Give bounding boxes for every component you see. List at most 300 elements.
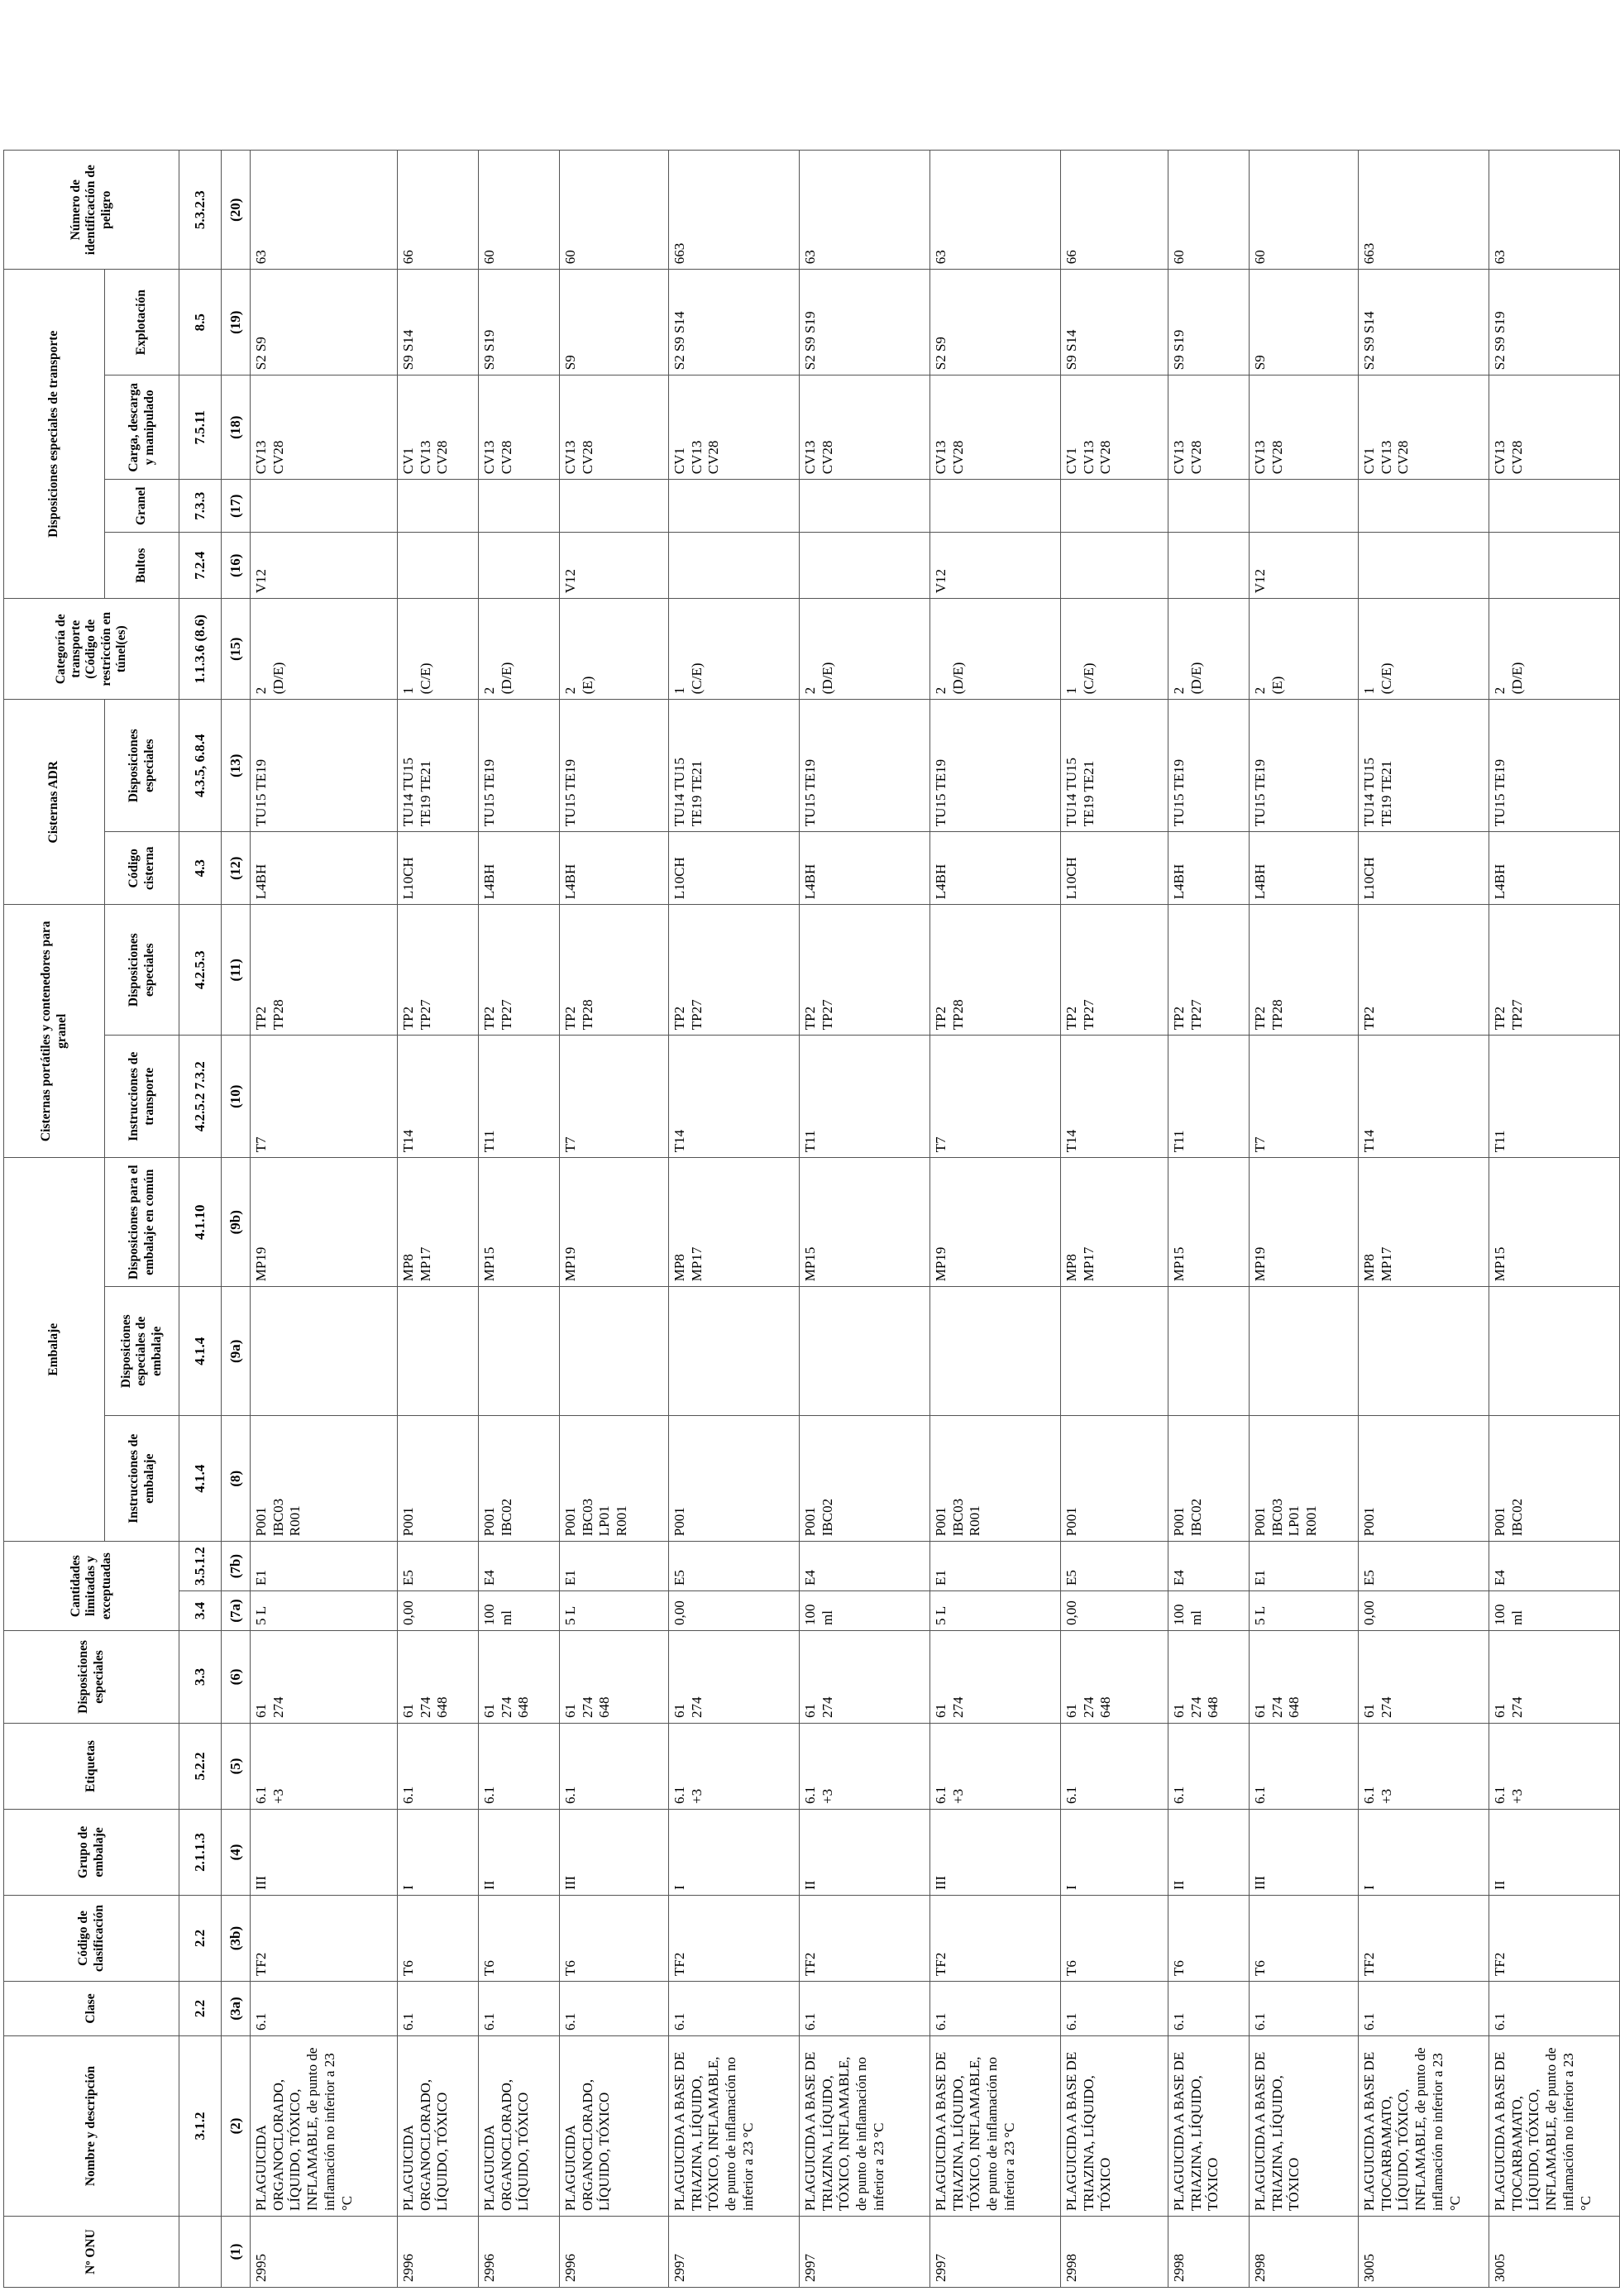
table-cell-line: P001 bbox=[400, 1507, 416, 1537]
table-cell bbox=[1168, 1542, 1250, 1591]
table-cell bbox=[1061, 533, 1168, 599]
table-cell-line: 274 bbox=[270, 1696, 286, 1718]
column-number-cell bbox=[222, 905, 251, 1036]
table-cell bbox=[560, 700, 669, 832]
header-adr-tanks: Cisternas ADR bbox=[4, 700, 105, 905]
table-cell bbox=[560, 1591, 669, 1631]
table-cell-line: S2 S9 bbox=[933, 337, 949, 371]
table-cell bbox=[560, 1810, 669, 1896]
table-cell-line: 61 bbox=[933, 1704, 949, 1718]
table-cell-line: TP2 bbox=[562, 1006, 578, 1031]
table-cell bbox=[930, 1896, 1061, 1982]
table-cell-line: 63 bbox=[802, 250, 818, 265]
table-cell-line: MP8 bbox=[1361, 1254, 1377, 1282]
table-cell-line: TP2 bbox=[481, 1006, 497, 1031]
table-cell bbox=[669, 533, 800, 599]
header-packing-group: Grupo de embalaje bbox=[4, 1810, 179, 1896]
table-cell bbox=[800, 480, 930, 533]
table-cell-line: CV28 bbox=[498, 440, 514, 475]
table-cell bbox=[1250, 700, 1359, 832]
table-cell bbox=[669, 2036, 800, 2217]
table-cell-line: CV28 bbox=[579, 440, 595, 475]
table-cell bbox=[398, 905, 479, 1036]
table-cell bbox=[251, 1287, 398, 1416]
table-cell bbox=[479, 1631, 560, 1724]
table-cell-line: PLAGUICIDA A BASE DE TRIAZINA, LÍQUIDO, TÓXICO, INFLAMABLE, de punto de inflamación no inferior a 23 °C bbox=[671, 2051, 756, 2211]
table-cell bbox=[1250, 599, 1359, 700]
table-cell bbox=[1250, 151, 1359, 270]
table-cell-line: TU15 TE19 bbox=[1171, 758, 1187, 827]
table-cell-line: S2 S9 bbox=[253, 337, 269, 371]
table-cell-line: (D/E) bbox=[270, 662, 286, 695]
table-cell bbox=[1168, 2036, 1250, 2217]
table-cell-line: CV13 bbox=[417, 440, 433, 475]
reference-cell bbox=[179, 1158, 222, 1287]
table-cell bbox=[669, 700, 800, 832]
table-cell-line: MP19 bbox=[933, 1246, 949, 1282]
table-cell bbox=[669, 599, 800, 700]
table-cell bbox=[1359, 1542, 1489, 1591]
table-cell bbox=[1061, 270, 1168, 375]
table-cell-line: 274 bbox=[1378, 1696, 1394, 1718]
table-cell bbox=[560, 1982, 669, 2036]
table-cell-line: T11 bbox=[1492, 1130, 1508, 1153]
table-row bbox=[1168, 151, 1250, 2288]
table-cell-line: CV28 bbox=[434, 440, 451, 475]
table-cell-line: 6.1 bbox=[1492, 2012, 1508, 2031]
table-cell bbox=[1359, 2217, 1489, 2288]
table-cell-line: T6 bbox=[400, 1960, 416, 1976]
table-cell-line: CV28 bbox=[1395, 440, 1412, 475]
header-class-code: Código de clasificación bbox=[4, 1896, 179, 1982]
column-number-cell-line: (4) bbox=[227, 1844, 243, 1861]
reference-cell-line: 1.1.3.6 (8.6) bbox=[191, 614, 208, 684]
table-cell bbox=[251, 599, 398, 700]
table-cell-line: CV28 bbox=[270, 440, 286, 475]
table-cell-line: E1 bbox=[253, 1570, 269, 1586]
table-cell-line: (C/E) bbox=[1080, 662, 1097, 695]
table-cell bbox=[1359, 480, 1489, 533]
table-cell-line: 274 bbox=[819, 1696, 835, 1718]
table-cell-line: TP2 bbox=[400, 1006, 416, 1031]
table-cell-line: TP28 bbox=[1269, 999, 1285, 1031]
column-number-cell-line: (11) bbox=[227, 959, 243, 982]
column-number-cell-line: (8) bbox=[227, 1470, 243, 1487]
table-cell bbox=[1489, 2036, 1620, 2217]
column-number-cell bbox=[222, 533, 251, 599]
table-cell-line: TU14 TU15 bbox=[1063, 757, 1079, 827]
table-cell bbox=[1061, 1036, 1168, 1158]
table-cell-line: 6.1 bbox=[1171, 1786, 1187, 1804]
table-cell-line: IBC02 bbox=[819, 1498, 835, 1537]
table-cell bbox=[1168, 832, 1250, 905]
table-cell bbox=[251, 1896, 398, 1982]
table-cell bbox=[800, 1158, 930, 1287]
table-cell bbox=[1359, 1631, 1489, 1724]
header-labels: Etiquetas bbox=[4, 1724, 179, 1810]
table-cell bbox=[1250, 533, 1359, 599]
table-cell bbox=[1168, 1724, 1250, 1810]
column-number-cell-line: (7b) bbox=[227, 1553, 243, 1579]
table-cell bbox=[1061, 375, 1168, 480]
reference-cell bbox=[179, 905, 222, 1036]
table-cell bbox=[560, 599, 669, 700]
reference-cell-line: 4.3.5, 6.8.4 bbox=[191, 734, 208, 797]
table-cell-line: TF2 bbox=[253, 1952, 269, 1976]
table-cell-line: 2996 bbox=[562, 2254, 578, 2282]
table-cell-line: +3 bbox=[1508, 1788, 1525, 1804]
table-cell bbox=[251, 375, 398, 480]
table-cell bbox=[1250, 1810, 1359, 1896]
table-cell bbox=[800, 1896, 930, 1982]
table-cell-line: V12 bbox=[1252, 568, 1268, 594]
table-cell bbox=[251, 151, 398, 270]
table-cell-line: E1 bbox=[1252, 1570, 1268, 1586]
table-row bbox=[398, 151, 479, 2288]
table-cell bbox=[800, 1591, 930, 1631]
table-cell bbox=[1359, 1591, 1489, 1631]
table-cell-line: (D/E) bbox=[498, 662, 514, 695]
table-row bbox=[1489, 151, 1620, 2288]
table-cell bbox=[398, 270, 479, 375]
table-body bbox=[251, 151, 1620, 2288]
table-cell-line: P001 bbox=[1171, 1507, 1187, 1537]
table-cell bbox=[930, 700, 1061, 832]
table-cell bbox=[669, 1287, 800, 1416]
table-cell-line: PLAGUICIDA A BASE DE TRIAZINA, LÍQUIDO, TÓXICO bbox=[1063, 2051, 1114, 2211]
table-cell-line: CV13 bbox=[1378, 440, 1394, 475]
table-cell-line: CV13 bbox=[562, 440, 578, 475]
table-cell bbox=[398, 1591, 479, 1631]
table-cell-line: E5 bbox=[400, 1570, 416, 1586]
table-cell bbox=[398, 700, 479, 832]
table-cell bbox=[398, 1631, 479, 1724]
table-cell bbox=[930, 1631, 1061, 1724]
table-cell bbox=[479, 700, 560, 832]
table-cell bbox=[1250, 905, 1359, 1036]
table-cell bbox=[1250, 1631, 1359, 1724]
table-cell bbox=[479, 1591, 560, 1631]
table-cell-line: CV28 bbox=[1269, 440, 1285, 475]
table-cell bbox=[251, 533, 398, 599]
table-cell bbox=[930, 1036, 1061, 1158]
table-cell-line: PLAGUICIDA ORGANOCLORADO, LÍQUIDO, TÓXICO, INFLAMABLE, de punto de inflamación no inferior a 23 °C bbox=[253, 2047, 355, 2211]
reference-cell-line: 4.1.4 bbox=[191, 1464, 208, 1493]
table-cell-line: 2 bbox=[253, 686, 269, 695]
table-row bbox=[560, 151, 669, 2288]
table-cell bbox=[930, 1810, 1061, 1896]
table-cell bbox=[479, 2036, 560, 2217]
table-cell-line: (D/E) bbox=[949, 662, 966, 695]
table-cell-line: (D/E) bbox=[819, 662, 835, 695]
table-cell bbox=[1061, 1810, 1168, 1896]
table-cell-line: P001 bbox=[481, 1507, 497, 1537]
table-cell-line: 6.1 bbox=[802, 1786, 818, 1804]
table-cell bbox=[1489, 700, 1620, 832]
table-cell-line: (C/E) bbox=[688, 662, 705, 695]
reference-cell bbox=[179, 1896, 222, 1982]
table-cell-line: T6 bbox=[562, 1960, 578, 1976]
table-cell-line: P001 bbox=[1252, 1507, 1268, 1537]
table-cell-line: 648 bbox=[515, 1696, 532, 1718]
table-cell bbox=[669, 1416, 800, 1542]
reference-cell bbox=[179, 533, 222, 599]
table-cell-line: TP27 bbox=[1508, 999, 1525, 1031]
table-cell bbox=[1489, 599, 1620, 700]
table-cell-line: MP19 bbox=[253, 1246, 269, 1282]
table-cell bbox=[1061, 1724, 1168, 1810]
table-cell-line: P001 bbox=[253, 1507, 269, 1537]
table-cell bbox=[1168, 905, 1250, 1036]
table-cell-line: S9 S19 bbox=[481, 329, 497, 371]
table-cell-line: (E) bbox=[579, 676, 595, 695]
table-cell-line: P001 bbox=[802, 1507, 818, 1537]
column-number-cell bbox=[222, 1036, 251, 1158]
column-number-cell-line: (1) bbox=[227, 2243, 243, 2260]
table-cell-line: TP2 bbox=[1252, 1006, 1268, 1031]
table-cell bbox=[669, 270, 800, 375]
table-cell bbox=[1250, 270, 1359, 375]
table-cell bbox=[398, 1896, 479, 1982]
column-number-cell bbox=[222, 2036, 251, 2217]
table-cell bbox=[398, 1416, 479, 1542]
table-cell-line: MP17 bbox=[417, 1246, 433, 1282]
table-cell-line: 6.1 bbox=[481, 2012, 497, 2031]
table-cell-line: 6.1 bbox=[1063, 1786, 1079, 1804]
table-cell-line: L4BH bbox=[1492, 863, 1508, 900]
table-cell-line: II bbox=[1492, 1880, 1508, 1890]
table-cell bbox=[669, 832, 800, 905]
table-cell-line: IBC03 bbox=[1269, 1498, 1285, 1537]
table-cell bbox=[560, 2036, 669, 2217]
column-number-cell-line: (13) bbox=[227, 753, 243, 777]
table-cell bbox=[669, 1724, 800, 1810]
table-cell-line: 1 bbox=[671, 686, 687, 695]
table-row bbox=[1250, 151, 1359, 2288]
table-cell-line: PLAGUICIDA A BASE DE TIOCARBAMATO, LÍQUIDO, TÓXICO, INFLAMABLE, de punto de inflamación no inferior a 23 °C bbox=[1492, 2047, 1594, 2211]
table-cell bbox=[800, 1631, 930, 1724]
table-cell-line: MP8 bbox=[671, 1254, 687, 1282]
reference-cell-line: 4.2.5.3 bbox=[191, 950, 208, 990]
table-cell bbox=[479, 1982, 560, 2036]
table-cell bbox=[1061, 2036, 1168, 2217]
table-cell-line: PLAGUICIDA A BASE DE TRIAZINA, LÍQUIDO, TÓXICO, INFLAMABLE, de punto de inflamación no inferior a 23 °C bbox=[802, 2051, 886, 2211]
table-cell-line: PLAGUICIDA A BASE DE TRIAZINA, LÍQUIDO, TÓXICO bbox=[1171, 2051, 1221, 2211]
table-cell-line: 100 ml bbox=[1171, 1604, 1204, 1625]
table-cell bbox=[800, 270, 930, 375]
reference-cell-line: 3.3 bbox=[191, 1667, 208, 1686]
table-cell-line: 1 bbox=[1063, 686, 1079, 695]
column-number-cell-line: (20) bbox=[227, 198, 243, 222]
table-cell bbox=[479, 1896, 560, 1982]
table-cell bbox=[1061, 1158, 1168, 1287]
column-number-cell-line: (15) bbox=[227, 637, 243, 661]
table-cell-line: 63 bbox=[1492, 250, 1508, 265]
table-cell bbox=[398, 1287, 479, 1416]
table-cell-line: 274 bbox=[1080, 1696, 1097, 1718]
table-cell-line: 2 bbox=[933, 686, 949, 695]
table-cell-line: 3005 bbox=[1361, 2254, 1377, 2282]
reference-cell bbox=[179, 1036, 222, 1158]
table-cell-line: TE19 TE21 bbox=[688, 760, 705, 827]
table-row bbox=[800, 151, 930, 2288]
table-cell-line: 100 ml bbox=[1492, 1604, 1525, 1625]
table-cell-line: II bbox=[802, 1880, 818, 1890]
table-cell bbox=[800, 375, 930, 480]
reference-cell bbox=[179, 1416, 222, 1542]
header-portable-tanks: Cisternas portátiles y contenedores para granel bbox=[4, 905, 105, 1158]
table-cell-line: CV13 bbox=[688, 440, 705, 475]
table-cell bbox=[669, 1591, 800, 1631]
table-cell-line: R001 bbox=[967, 1505, 983, 1537]
table-cell bbox=[800, 905, 930, 1036]
column-number-cell bbox=[222, 2217, 251, 2288]
table-cell bbox=[930, 1158, 1061, 1287]
table-cell-line: I bbox=[400, 1885, 416, 1890]
table-cell bbox=[1489, 905, 1620, 1036]
column-number-cell bbox=[222, 832, 251, 905]
column-number-cell bbox=[222, 599, 251, 700]
table-cell-line: CV28 bbox=[1097, 440, 1114, 475]
table-cell bbox=[398, 1982, 479, 2036]
table-cell-line: L10CH bbox=[400, 857, 416, 900]
table-cell-line: 2 bbox=[1171, 686, 1187, 695]
table-cell-line: TP28 bbox=[949, 999, 966, 1031]
table-cell-line: 100 ml bbox=[802, 1604, 835, 1625]
table-cell-line: 6.1 bbox=[802, 2012, 818, 2031]
table-cell bbox=[1061, 151, 1168, 270]
table-cell-line: CV1 bbox=[1063, 447, 1079, 475]
table-cell bbox=[560, 480, 669, 533]
table-cell-line: 648 bbox=[596, 1696, 613, 1718]
table-cell bbox=[1489, 1896, 1620, 1982]
table-cell-line: PLAGUICIDA A BASE DE TIOCARBAMATO, LÍQUIDO, TÓXICO, INFLAMABLE, de punto de inflamación no inferior a 23 °C bbox=[1361, 2047, 1463, 2211]
table-cell bbox=[1061, 480, 1168, 533]
table-cell-line: 663 bbox=[1361, 242, 1377, 265]
table-cell-line: 663 bbox=[671, 242, 687, 265]
table-cell-line: CV13 bbox=[253, 440, 269, 475]
header-tank-special: Disposiciones especiales bbox=[105, 905, 179, 1036]
reference-cell-line: 2.2 bbox=[191, 1999, 208, 2018]
table-cell bbox=[669, 1982, 800, 2036]
table-cell bbox=[1061, 1591, 1168, 1631]
table-cell bbox=[1168, 151, 1250, 270]
table-cell-line: E4 bbox=[1492, 1570, 1508, 1586]
table-cell-line: 6.1 bbox=[562, 2012, 578, 2031]
table-cell-line: +3 bbox=[819, 1788, 835, 1804]
table-cell-line: 2996 bbox=[400, 2254, 416, 2282]
table-cell-line: 6.1 bbox=[481, 1786, 497, 1804]
table-cell-line: L10CH bbox=[671, 857, 687, 900]
reference-cell bbox=[179, 2036, 222, 2217]
table-cell-line: E5 bbox=[671, 1570, 687, 1586]
table-cell bbox=[800, 1982, 930, 2036]
table-cell bbox=[1359, 700, 1489, 832]
table-cell-line: 61 bbox=[253, 1704, 269, 1718]
reference-cell bbox=[179, 270, 222, 375]
column-number-cell-line: (7a) bbox=[227, 1599, 243, 1623]
table-cell bbox=[251, 1724, 398, 1810]
table-cell bbox=[479, 832, 560, 905]
table-cell bbox=[930, 375, 1061, 480]
table-cell-line: 6.1 bbox=[400, 1786, 416, 1804]
table-cell-line: TP27 bbox=[688, 999, 705, 1031]
header-special-provisions: Disposiciones especiales bbox=[4, 1631, 179, 1724]
table-cell-line: 2997 bbox=[671, 2254, 687, 2282]
reference-row bbox=[179, 151, 222, 2288]
reference-cell bbox=[179, 1591, 222, 1631]
table-cell bbox=[1359, 1724, 1489, 1810]
table-cell-line: S2 S9 S14 bbox=[671, 311, 687, 371]
reference-cell-line: 7.2.4 bbox=[191, 551, 208, 580]
table-cell-line: TU14 TU15 bbox=[671, 757, 687, 827]
table-cell-line: 648 bbox=[1286, 1696, 1302, 1718]
table-cell bbox=[1489, 1158, 1620, 1287]
table-cell-line: CV13 bbox=[1080, 440, 1097, 475]
table-cell bbox=[1359, 270, 1489, 375]
table-cell bbox=[1489, 1287, 1620, 1416]
table-cell bbox=[1168, 1416, 1250, 1542]
table-cell-line: 6.1 bbox=[562, 1786, 578, 1804]
table-cell-line: E1 bbox=[933, 1570, 949, 1586]
table-cell bbox=[1168, 1158, 1250, 1287]
column-number-cell-line: (9a) bbox=[227, 1339, 243, 1363]
table-cell bbox=[669, 1631, 800, 1724]
column-number-cell-line: (3b) bbox=[227, 1925, 243, 1951]
table-cell bbox=[1168, 700, 1250, 832]
table-cell bbox=[1168, 533, 1250, 599]
header-bulk: Granel bbox=[105, 480, 179, 533]
reference-cell bbox=[179, 1810, 222, 1896]
table-cell-line: S2 S9 S19 bbox=[802, 311, 818, 371]
table-cell-line: 61 bbox=[1492, 1704, 1508, 1718]
column-number-cell bbox=[222, 375, 251, 480]
table-cell bbox=[800, 1542, 930, 1591]
table-cell-line: CV13 bbox=[1492, 440, 1508, 475]
table-cell bbox=[1359, 1036, 1489, 1158]
table-cell bbox=[251, 480, 398, 533]
table-cell bbox=[930, 1416, 1061, 1542]
column-number-cell bbox=[222, 1810, 251, 1896]
reference-cell bbox=[179, 599, 222, 700]
table-cell-line: I bbox=[1063, 1885, 1079, 1890]
table-cell-line: TU15 TE19 bbox=[933, 758, 949, 827]
table-cell-line: (C/E) bbox=[417, 662, 433, 695]
table-cell bbox=[479, 1810, 560, 1896]
table-cell-line: P001 bbox=[1361, 1507, 1377, 1537]
table-cell bbox=[398, 599, 479, 700]
table-cell-line: 274 bbox=[579, 1696, 595, 1718]
table-cell bbox=[398, 480, 479, 533]
table-cell bbox=[1168, 1896, 1250, 1982]
table-row bbox=[251, 151, 398, 2288]
table-cell-line: 2998 bbox=[1171, 2254, 1187, 2282]
table-cell bbox=[1489, 832, 1620, 905]
table-cell-line: TP2 bbox=[1171, 1006, 1187, 1031]
table-cell-line: TP27 bbox=[1188, 999, 1204, 1031]
column-number-cell bbox=[222, 151, 251, 270]
table-cell bbox=[1489, 1724, 1620, 1810]
table-cell bbox=[669, 2217, 800, 2288]
table-cell-line: (E) bbox=[1269, 676, 1285, 695]
table-cell-line: S2 S9 S19 bbox=[1492, 311, 1508, 371]
table-cell bbox=[1168, 1631, 1250, 1724]
table-cell bbox=[1061, 2217, 1168, 2288]
table-cell bbox=[669, 1158, 800, 1287]
table-cell bbox=[560, 1036, 669, 1158]
table-cell-line: T7 bbox=[933, 1136, 949, 1153]
table-cell-line: TP2 bbox=[671, 1006, 687, 1031]
